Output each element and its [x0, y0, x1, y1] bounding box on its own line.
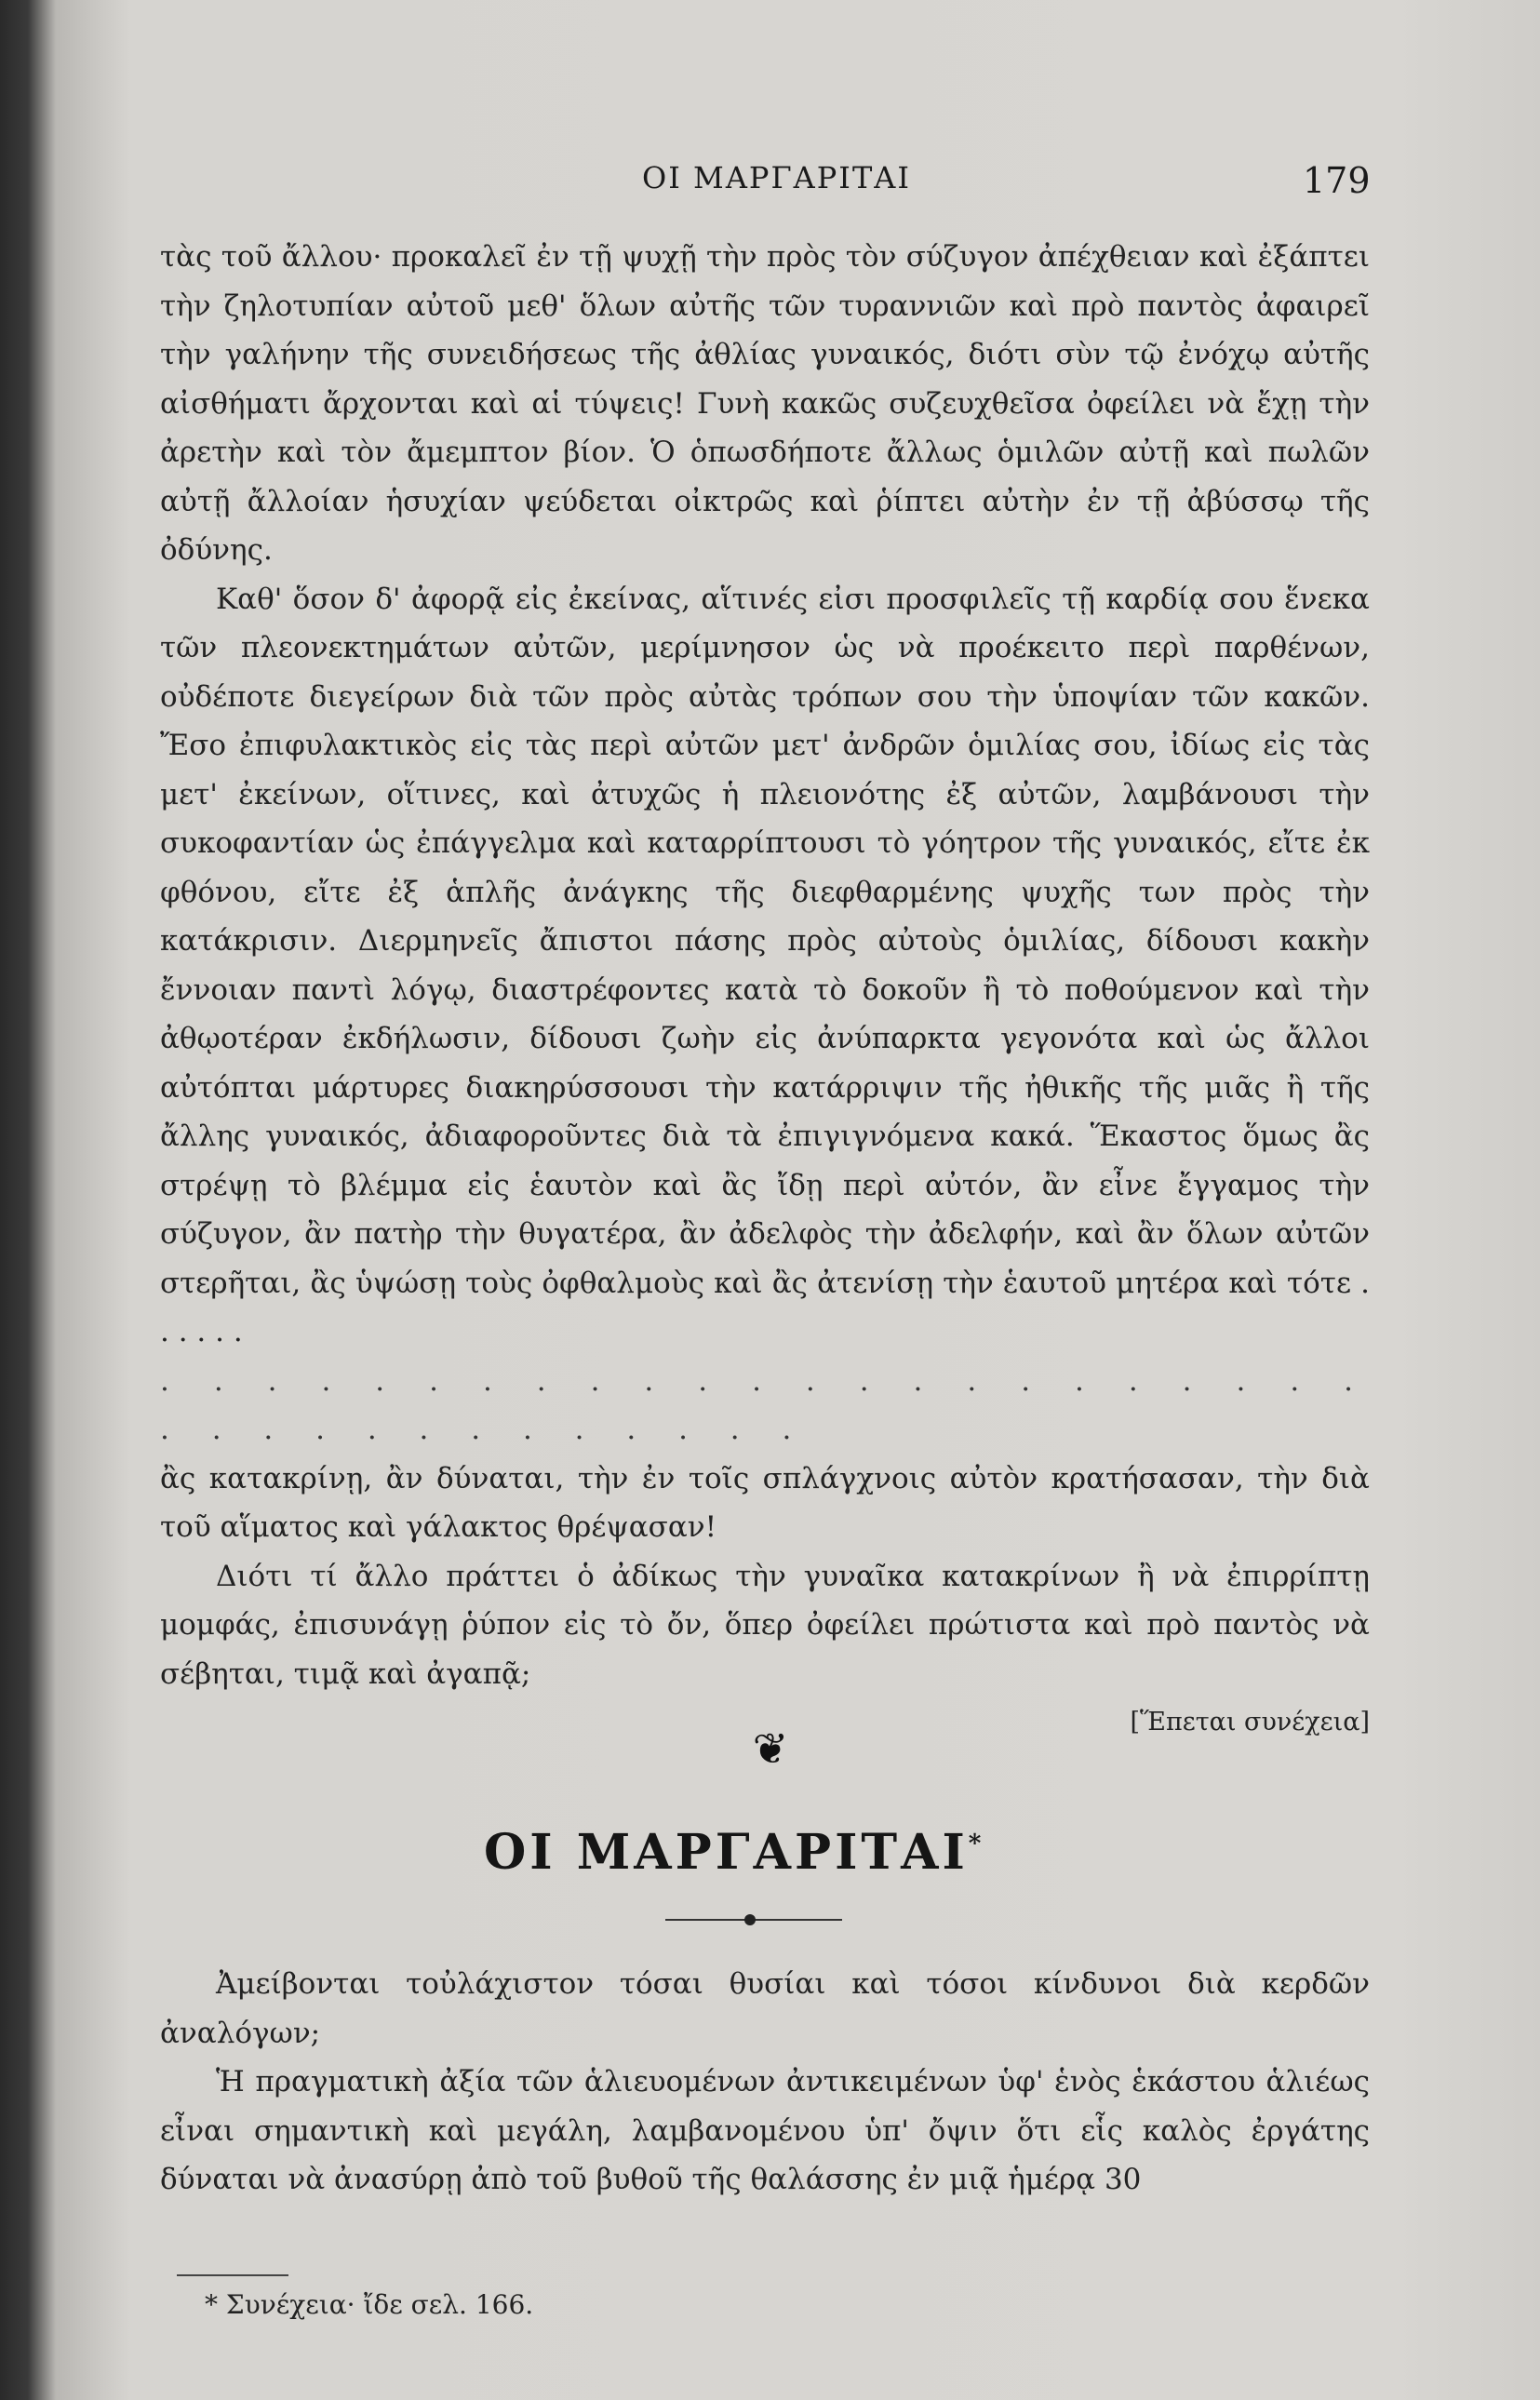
- paragraph-1: τὰς τοῦ ἄλλου· προκαλεῖ ἐν τῇ ψυχῇ τὴν πρὸς τὸν σύζυγον ἀπέχθειαν καὶ ἐξάπτει τὴν ζηλοτυπίαν αὐτοῦ μεθ' ὅλων αὐτῆς τῶν τυραννιῶν καὶ πρὸ παντὸς ἀφαιρεῖ τὴν γαλήνην τῆς συνειδήσεως τῆς ἀθλίας γυναικός, διότι σὺν τῷ ἐνόχῳ αὐτῆς αἰσθήματι ἄρχονται καὶ αἱ τύψεις! Γυνὴ κακῶς συζευχθεῖσα ὀφείλει νὰ ἔχῃ τὴν ἀρετὴν καὶ τὸν ἄμεμπτον βίον. Ὁ ὁπωσδήποτε ἄλλως ὁμιλῶν αὐτῇ καὶ πωλῶν αὐτῇ ἄλλοίαν ἡσυχίαν ψεύδεται οἰκτρῶς καὶ ῥίπτει αὐτὴν ἐν τῇ ἀβύσσῳ τῆς ὀδύνης.: [160, 240, 1370, 567]
- title-rule-dot: [744, 1914, 756, 1925]
- footnote: * Συνέχεια· ἴδε σελ. 166.: [205, 2289, 534, 2320]
- running-head: [0, 160, 1540, 207]
- paragraph-4: Διότι τί ἄλλο πράττει ὁ ἀδίκως τὴν γυναῖκα κατακρίνων ἢ νὰ ἐπιρρίπτῃ μομφάς, ἐπισυνάγῃ ῥύπον εἰς τὸ ὄν, ὅπερ ὀφείλει πρώτιστα καὶ πρὸ παντὸς νὰ σέβηται, τιμᾷ καὶ ἀγαπᾷ;: [160, 1559, 1370, 1691]
- section-text: [160, 1960, 1370, 2205]
- footnote-rule: [177, 2274, 288, 2276]
- footnote-mark: *: [968, 1830, 985, 1858]
- running-title: ΟΙ ΜΑΡΓΑΡΙΤΑΙ: [642, 160, 912, 195]
- page-number: 179: [1303, 160, 1371, 201]
- leaf-ornament-icon: ❦: [752, 1723, 789, 1774]
- paragraph-2: Καθ' ὅσον δ' ἀφορᾷ εἰς ἐκείνας, αἵτινές εἰσι προσφιλεῖς τῇ καρδίᾳ σου ἕνεκα τῶν πλεονεκτημάτων αὐτῶν, μερίμνησον ὡς νὰ προέκειτο περὶ παρθένων, οὐδέποτε διεγείρων διὰ τῶν πρὸς αὐτὰς τρόπων σου τὴν ὑποψίαν τῶν κακῶν. Ἔσο ἐπιφυλακτικὸς εἰς τὰς περὶ αὐτῶν μετ' ἀνδρῶν ὁμιλίας σου, ἰδίως εἰς τὰς μετ' ἐκείνων, οἵτινες, καὶ ἀτυχῶς ἡ πλειονότης ἐξ αὐτῶν, λαμβάνουσι τὴν συκοφαντίαν ὡς ἐπάγγελμα καὶ καταρρίπτουσι τὸ γόητρον τῆς γυναικός, εἴτε ἐκ φθόνου, εἴτε ἐξ ἁπλῆς ἀνάγκης τῆς διεφθαρμένης ψυχῆς των πρὸς τὴν κατάκρισιν. Διερμηνεῖς ἄπιστοι πάσης πρὸς αὐτοὺς ὁμιλίας, δίδουσι κακὴν ἔννοιαν παντὶ λόγῳ, διαστρέφοντες κατὰ τὸ δοκοῦν ἢ τὸ ποθούμενον καὶ τὴν ἀθῳοτέραν ἐκδήλωσιν, δίδουσι ζωὴν εἰς ἀνύπαρκτα γεγονότα καὶ ὡς ἄλλοι αὐτόπται μάρτυρες διακηρύσσουσι τὴν κατάρριψιν τῆς ἠθικῆς τῆς μιᾶς ἢ τῆς ἄλλης γυναικός, ἀδιαφοροῦντες διὰ τὰ ἐπιγιγνόμενα κακά. Ἕκαστος ὅμως ἂς στρέψῃ τὸ βλέμμα εἰς ἑαυτὸν καὶ ἂς ἴδῃ περὶ αὐτόν, ἂν εἶνε ἔγγαμος τὴν σύζυγον, ἂν πατὴρ τὴν θυγατέρα, ἂν ἀδελφὸς τὴν ἀδελφήν, καὶ ἂν ὅλων αὐτῶν στερῆται, ἂς ὑψώσῃ τοὺς ὀφθαλμοὺς καὶ ἂς ἀτενίσῃ τὴν ἑαυτοῦ μητέρα καὶ τότε . . . . . .: [160, 582, 1370, 1348]
- body-text: [160, 233, 1370, 1748]
- section-paragraph-1: Ἀμείβονται τοὐλάχιστον τόσαι θυσίαι καὶ τόσοι κίνδυνοι διὰ κερδῶν ἀναλόγων;: [160, 1967, 1370, 2050]
- section-paragraph-2: Ἡ πραγματικὴ ἀξία τῶν ἁλιευομένων ἀντικειμένων ὑφ' ἑνὸς ἑκάστου ἁλιέως εἶναι σημαντικὴ καὶ μεγάλη, λαμβανομένου ὑπ' ὄψιν ὅτι εἷς καλὸς ἐργάτης δύναται νὰ ἀνασύρῃ ἀπὸ τοῦ βυθοῦ τῆς θαλάσσης ἐν μιᾷ ἡμέρᾳ 30: [160, 2065, 1370, 2196]
- section-title: [484, 1824, 1135, 1881]
- section-title-text: ΟΙ ΜΑΡΓΑΡΙΤΑΙ: [484, 1824, 969, 1881]
- ellipsis-line: . . . . . . . . . . . . . . . . . . . . . . . . . . . . . . . . . . . .: [160, 1363, 1370, 1446]
- continued-note: [Ἕπεται συνέχεια]: [1130, 1708, 1370, 1736]
- paragraph-3: ἂς κατακρίνῃ, ἂν δύναται, τὴν ἐν τοῖς σπλάγχνοις αὐτὸν κρατήσασαν, τὴν διὰ τοῦ αἵματος καὶ γάλακτος θρέψασαν!: [160, 1461, 1370, 1544]
